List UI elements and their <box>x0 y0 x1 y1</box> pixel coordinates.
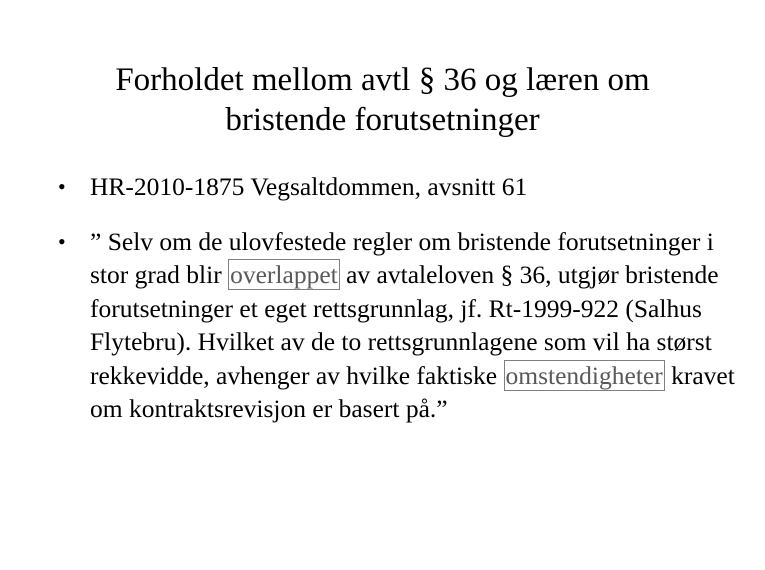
title-line-1: Forholdet mellom avtl § 36 og læren om <box>115 62 650 98</box>
bullet-item-case-reference <box>58 170 738 204</box>
bullet-list <box>58 170 738 426</box>
bullet-item-quote <box>58 225 738 426</box>
quote-text-part-3: kravet om kontraktsrevisjon er basert på.” <box>90 360 735 423</box>
quote-text-part-1: ” Selv om de ulovfestede regler om bristende forutsetninger i stor grad blir <box>90 226 714 289</box>
slide-title <box>0 60 765 140</box>
title-line-2: bristende forutsetninger <box>225 102 540 138</box>
highlighted-word-overlappet: overlappet <box>230 260 338 289</box>
bullet-text: HR-2010-1875 Vegsaltdommen, avsnitt 61 <box>90 172 528 201</box>
bullet-dot-icon: • <box>58 228 66 254</box>
highlighted-word-omstendigheter: omstendigheter <box>505 360 663 390</box>
bullet-dot-icon: • <box>58 174 66 199</box>
quote-text-part-2: av avtaleloven § 36, utgjør bristende forutsetninger et eget rettsgrunnlag, jf. Rt-1999-922 (Salhus Flytebru). Hvilket av de to rettsgrunnlagene som vil ha størst rekkevidde, avhenger av hvilke faktiske <box>90 260 719 390</box>
